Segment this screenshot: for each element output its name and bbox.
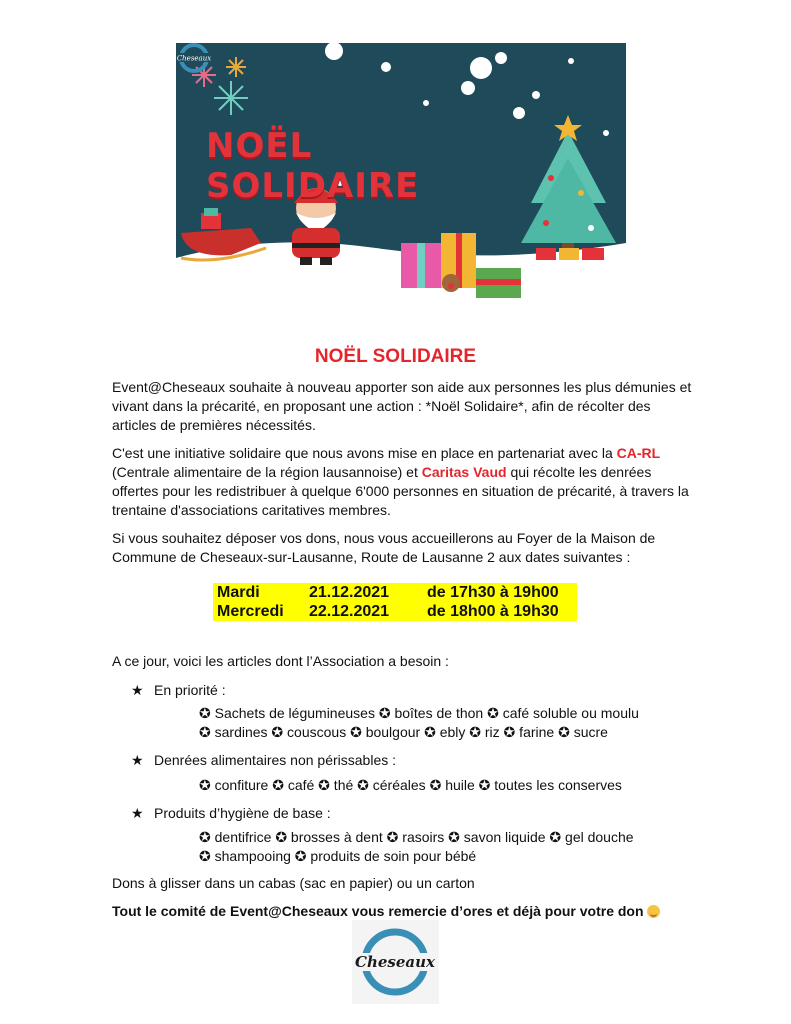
intro-paragraph: Event@Cheseaux souhaite à nouveau apporter son aide aux personnes les plus démunies et vivant dans la précarité, en proposant une action : *Noël Solidaire*, afin de récolter des articles de premières nécessités.	[112, 379, 692, 433]
schedule-row	[217, 583, 573, 602]
location-paragraph: Si vous souhaitez déposer vos dons, nous vous accueillerons au Foyer de la Maison de Commune de Cheseaux-sur-Lausanne, Route de Lausanne 2 aux dates suivantes :	[112, 530, 656, 565]
star-bullet-icon: ★	[131, 752, 144, 768]
item-line: ✪ Sachets de légumineuses ✪ boîtes de thon ✪ café soluble ou moulu	[199, 705, 639, 721]
star-bullet-icon: ★	[131, 682, 144, 698]
category-label: Denrées alimentaires non périssables :	[154, 752, 397, 768]
schedule-box	[213, 583, 577, 621]
category-label: En priorité :	[154, 682, 226, 698]
cheseaux-logo-small	[176, 43, 212, 73]
partner-caritas-vaud: Caritas Vaud	[421, 464, 507, 480]
schedule-time: de 18h00 à 19h30	[427, 603, 559, 620]
item-line: ✪ sardines ✪ couscous ✪ boulgour ✪ ebly ✪ riz ✪ farine ✪ sucre	[199, 724, 608, 740]
needs-intro: A ce jour, voici les articles dont l’Association a besoin :	[112, 653, 449, 669]
category-items	[199, 704, 719, 742]
category-label: Produits d’hygiène de base :	[154, 805, 331, 821]
category-non-perishable	[131, 751, 396, 770]
item-line: ✪ confiture ✪ café ✪ thé ✪ céréales ✪ huile ✪ toutes les conserves	[199, 777, 622, 793]
partnership-text-after: qui récolte les denrées offertes pour les redistribuer à quelque 6'000 personnes en situation de précarité, à travers la trentaine d'associations caritatives membres.	[112, 464, 689, 518]
partnership-paragraph	[112, 444, 692, 520]
item-line: ✪ dentifrice ✪ brosses à dent ✪ rasoirs ✪ savon liquide ✪ gel douche	[199, 829, 634, 845]
banner-image	[176, 43, 626, 301]
thanks-line	[112, 902, 692, 921]
category-hygiene	[131, 804, 331, 823]
schedule-time: de 17h30 à 19h00	[427, 584, 559, 601]
svg-text:Cheseaux: Cheseaux	[176, 54, 212, 63]
partnership-text-middle: (Centrale alimentaire de la région lausannoise) et	[112, 464, 422, 480]
star-bullet-icon: ★	[131, 805, 144, 821]
thanks-text: Tout le comité de Event@Cheseaux vous remercie d’ores et déjà pour votre don	[112, 903, 644, 919]
schedule-day: Mardi	[217, 584, 260, 601]
cheseaux-logo	[352, 920, 439, 1004]
schedule-day: Mercredi	[217, 603, 284, 620]
partner-ca-rl: CA-RL	[616, 445, 661, 461]
packaging-note: Dons à glisser dans un cabas (sac en papier) ou un carton	[112, 875, 475, 891]
page-title: NOËL SOLIDAIRE	[314, 346, 477, 367]
smiley-emoji-icon	[647, 905, 660, 918]
banner-title: NOËL SOLIDAIRE	[206, 126, 420, 206]
footer-logo-text: Cheseaux	[355, 953, 435, 971]
category-priority	[131, 681, 226, 700]
category-items	[199, 776, 719, 795]
schedule-row	[217, 602, 573, 621]
item-line: ✪ shampooing ✪ produits de soin pour bébé	[199, 848, 477, 864]
schedule-date: 21.12.2021	[309, 584, 390, 601]
partnership-text-before: C'est une initiative solidaire que nous avons mise en place en partenariat avec la	[112, 445, 617, 461]
schedule-date: 22.12.2021	[309, 603, 390, 620]
category-items	[199, 828, 719, 866]
